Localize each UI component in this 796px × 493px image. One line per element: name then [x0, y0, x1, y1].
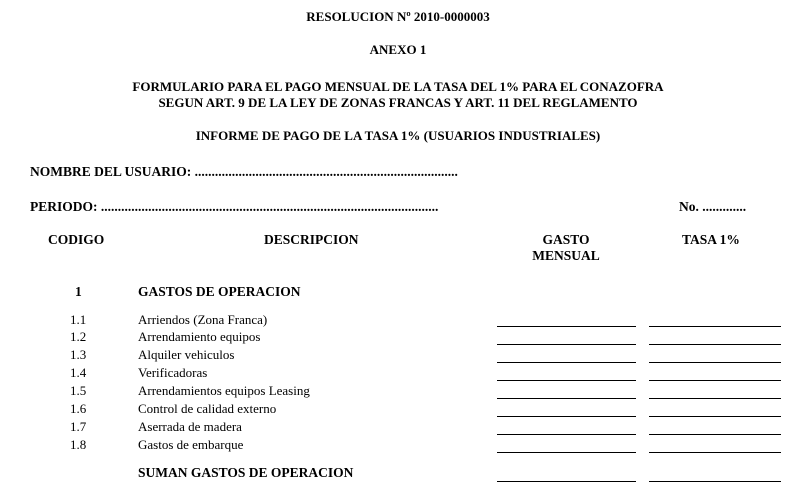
form-title-line1: FORMULARIO PARA EL PAGO MENSUAL DE LA TASA DEL 1% PARA EL CONAZOFRA: [132, 79, 664, 94]
report-title: INFORME DE PAGO DE LA TASA 1% (USUARIOS INDUSTRIALES): [195, 128, 601, 143]
tasa-entry-line[interactable]: [649, 398, 781, 399]
column-header-mensual: MENSUAL: [532, 248, 600, 263]
item-code: 1.5: [70, 383, 87, 398]
tasa-entry-line[interactable]: [649, 362, 781, 363]
tasa-entry-line[interactable]: [649, 380, 781, 381]
tasa-entry-line[interactable]: [649, 326, 781, 327]
gasto-total-line[interactable]: [497, 481, 636, 482]
gasto-entry-line[interactable]: [497, 416, 636, 417]
item-code: 1.7: [70, 419, 87, 434]
annex-title: ANEXO 1: [369, 42, 427, 57]
item-description: Alquiler vehiculos: [138, 347, 235, 362]
user-name-field: NOMBRE DEL USUARIO: ..............................................................................: [30, 164, 458, 179]
column-header-code: CODIGO: [48, 232, 105, 247]
item-code: 1.8: [70, 437, 87, 452]
gasto-entry-line[interactable]: [497, 398, 636, 399]
item-code: 1.6: [70, 401, 87, 416]
total-label: SUMAN GASTOS DE OPERACION: [138, 465, 354, 480]
column-header-description: DESCRIPCION: [264, 232, 359, 247]
column-header-tasa: TASA 1%: [682, 232, 740, 247]
gasto-entry-line[interactable]: [497, 344, 636, 345]
tasa-entry-line[interactable]: [649, 416, 781, 417]
gasto-entry-line[interactable]: [497, 326, 636, 327]
section-title: GASTOS DE OPERACION: [138, 284, 301, 299]
item-description: Arriendos (Zona Franca): [138, 312, 268, 327]
item-description: Control de calidad externo: [138, 401, 277, 416]
period-field: PERIODO: ....................................................................................................: [30, 199, 439, 214]
item-description: Aserrada de madera: [138, 419, 242, 434]
item-code: 1.2: [70, 329, 87, 344]
column-header-gasto: GASTO: [542, 232, 590, 247]
resolution-number: RESOLUCION Nº 2010-0000003: [306, 9, 490, 24]
item-code: 1.1: [70, 312, 87, 327]
item-description: Arrendamiento equipos: [138, 329, 261, 344]
gasto-entry-line[interactable]: [497, 434, 636, 435]
gasto-entry-line[interactable]: [497, 452, 636, 453]
number-field: No. .............: [679, 199, 747, 214]
form-title-line2: SEGUN ART. 9 DE LA LEY DE ZONAS FRANCAS Y ART. 11 DEL REGLAMENTO: [158, 95, 638, 110]
item-code: 1.4: [70, 365, 87, 380]
item-code: 1.3: [70, 347, 87, 362]
item-description: Gastos de embarque: [138, 437, 244, 452]
tasa-entry-line[interactable]: [649, 452, 781, 453]
item-description: Verificadoras: [138, 365, 208, 380]
section-code: 1: [75, 284, 82, 299]
tasa-entry-line[interactable]: [649, 434, 781, 435]
tasa-entry-line[interactable]: [649, 344, 781, 345]
gasto-entry-line[interactable]: [497, 380, 636, 381]
item-description: Arrendamientos equipos Leasing: [138, 383, 310, 398]
gasto-entry-line[interactable]: [497, 362, 636, 363]
tasa-total-line[interactable]: [649, 481, 781, 482]
